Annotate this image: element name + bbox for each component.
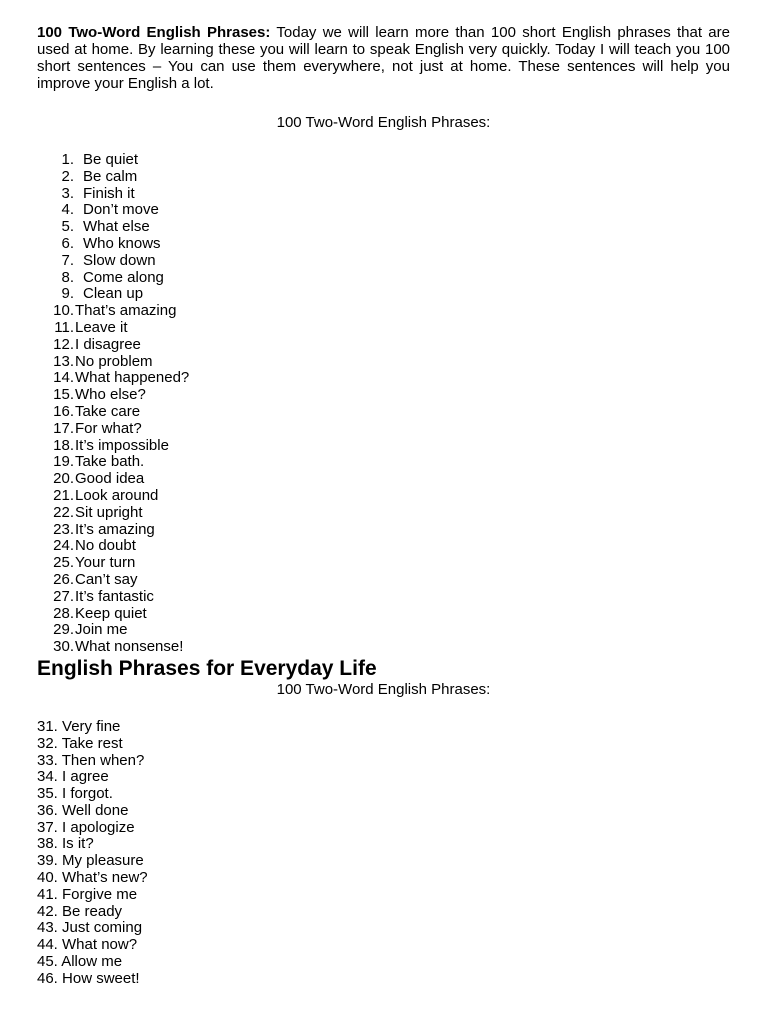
list-item-number: 23. (53, 520, 74, 538)
list-item: 36. Well done (37, 801, 129, 819)
list-item (37, 471, 730, 488)
list-item-text: Come along (83, 268, 164, 286)
list-item-number: 2. (61, 167, 74, 185)
list-item (37, 622, 730, 639)
list-item: 41. Forgive me (37, 885, 138, 903)
list-item-text: I disagree (75, 335, 141, 353)
list-item-text: Leave it (75, 318, 128, 336)
list-item (37, 488, 730, 505)
list-item: 45. Allow me (37, 953, 123, 971)
list-item (37, 505, 730, 522)
list-item (37, 421, 730, 438)
list-item-number: 25. (53, 554, 74, 572)
list-item-text: Take bath. (75, 453, 145, 471)
phrase-list-2 (37, 719, 730, 988)
list-item-text: What nonsense! (75, 638, 184, 656)
list-item (37, 404, 730, 421)
list-item: 34. I agree (37, 768, 109, 786)
list-item-text: Your turn (75, 554, 136, 572)
list-item (37, 152, 730, 169)
list-item (37, 186, 730, 203)
list-item-number: 27. (53, 587, 74, 605)
list-item-number: 5. (61, 218, 74, 236)
list-item-text: No problem (75, 352, 153, 370)
list-item-number: 16. (53, 402, 74, 420)
list-item: 42. Be ready (37, 902, 123, 920)
list-item-text: What happened? (75, 369, 190, 387)
list-item-text: Keep quiet (75, 604, 147, 622)
phrase-list-1 (37, 152, 730, 656)
list-item-text: Don’t move (83, 201, 159, 219)
list-item-number: 10. (53, 302, 74, 320)
section-heading: English Phrases for Everyday Life (37, 656, 377, 680)
list-item (37, 639, 730, 656)
list-item-text: It’s fantastic (75, 587, 154, 605)
list-item (37, 202, 730, 219)
list-item-text: Join me (75, 621, 128, 639)
list-item-number: 19. (53, 453, 74, 471)
list-item-text: Be quiet (83, 151, 139, 168)
list-item-number: 21. (53, 486, 74, 504)
list-item (37, 555, 730, 572)
list-item-number: 3. (61, 184, 74, 202)
list-item-text: Finish it (83, 184, 135, 202)
list-item (37, 606, 730, 623)
list-item (37, 438, 730, 455)
list-item-text: Who else? (75, 386, 146, 404)
list-item-number: 28. (53, 604, 74, 622)
list-item (37, 454, 730, 471)
list-item-number: 13. (53, 352, 74, 370)
list-item (37, 219, 730, 236)
list-item: 40. What’s new? (37, 869, 148, 887)
list-item-text: It’s amazing (75, 520, 155, 538)
list-item-text: What else (83, 218, 150, 236)
list-item-text: Can’t say (75, 570, 138, 588)
list-item-text: No doubt (75, 537, 136, 555)
list-item: 33. Then when? (37, 751, 145, 769)
intro-body: Today we will learn more than 100 short English phrases that are used at home. By learning these you will learn to speak English very quickly. Today I will teach you 100 short sentences – You can use them everywhere, not just at home. These sentences will help you improve your English a lot. (37, 24, 730, 92)
list-item (37, 354, 730, 371)
list-item: 43. Just coming (37, 919, 143, 937)
list-item (37, 286, 730, 303)
list-item-number: 12. (53, 335, 74, 353)
list-item-number: 15. (53, 386, 74, 404)
list-item: 32. Take rest (37, 734, 123, 752)
list-item: 44. What now? (37, 936, 138, 954)
list-item (37, 236, 730, 253)
list-item: 35. I forgot. (37, 785, 113, 803)
list-item: 38. Is it? (37, 835, 94, 853)
list-item (37, 370, 730, 387)
list-item-number: 17. (53, 419, 74, 437)
list-item-text: For what? (75, 419, 142, 437)
list-item: 46. How sweet! (37, 969, 140, 987)
list-item-text: Take care (75, 402, 141, 420)
list-item-number: 29. (53, 621, 74, 639)
list-item-text: That’s amazing (75, 302, 177, 320)
list-item: 39. My pleasure (37, 852, 144, 870)
list-item-text: It’s impossible (75, 436, 169, 454)
list-item-text: Sit upright (75, 503, 143, 521)
intro-lead: 100 Two-Word English Phrases: (37, 24, 271, 41)
list-item (37, 589, 730, 606)
list-item-number: 22. (53, 503, 74, 521)
list-item: 31. Very fine (37, 717, 121, 735)
list-item-number: 30. (53, 638, 74, 656)
list-item-number: 9. (61, 285, 74, 303)
list-item (37, 169, 730, 186)
list-item (37, 387, 730, 404)
list-item (37, 303, 730, 320)
list-item-number: 7. (61, 251, 74, 269)
list-item-text: Clean up (83, 285, 144, 303)
list-item-number: 14. (53, 369, 74, 387)
list-item: 37. I apologize (37, 818, 135, 836)
list-item-number: 11. (54, 318, 74, 336)
list-item (37, 572, 730, 589)
list-item (37, 320, 730, 337)
list-item-text: Slow down (83, 251, 156, 269)
list-caption-1: 100 Two-Word English Phrases: (276, 114, 491, 131)
list-item-number: 18. (53, 436, 74, 454)
list-item (37, 522, 730, 539)
list-item-number: 26. (53, 570, 74, 588)
list-item-text: Good idea (75, 470, 145, 488)
list-item (37, 270, 730, 287)
list-item (37, 253, 730, 270)
list-item-number: 6. (61, 234, 74, 252)
list-item-number: 1. (61, 151, 74, 168)
list-item-text: Be calm (83, 167, 138, 185)
list-item-number: 20. (53, 470, 74, 488)
list-item (37, 337, 730, 354)
list-item (37, 538, 730, 555)
list-item-text: Look around (75, 486, 159, 504)
intro-paragraph (37, 24, 730, 92)
list-item-text: Who knows (83, 234, 161, 252)
list-item-number: 8. (61, 268, 74, 286)
list-caption-2: 100 Two-Word English Phrases: (276, 680, 491, 698)
list-item-number: 4. (61, 201, 74, 219)
list-item-number: 24. (53, 537, 74, 555)
